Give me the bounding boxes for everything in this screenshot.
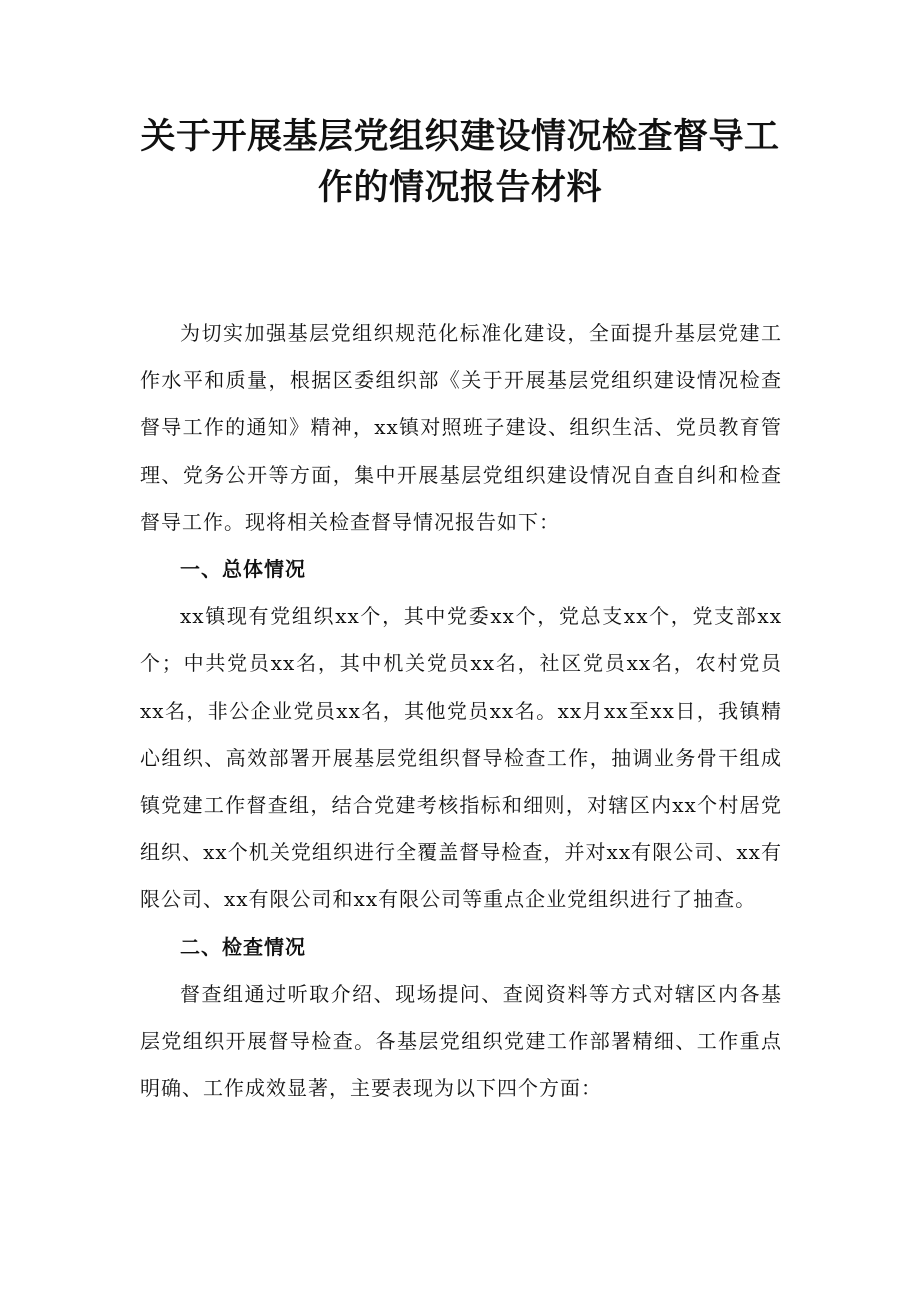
intro-paragraph: 为切实加强基层党组织规范化标准化建设，全面提升基层党建工作水平和质量，根据区委组织部《关于开展基层党组织建设情况检查督导工作的通知》精神，xx镇对照班子建设、组织生活、党员教育管理、党务公开等方面，集中开展基层党组织建设情况自查自纠和检查督导工作。现将相关检查督导情况报告如下： (140, 321, 782, 534)
title-line-2: 作的情况报告材料 (317, 168, 602, 208)
overview-paragraph: xx镇现有党组织xx个，其中党委xx个，党总支xx个，党支部xx个；中共党员xx名，其中机关党员xx名，社区党员xx名，农村党员xx名，非公企业党员xx名，其他党员xx名。xx月xx至xx日，我镇精心组织、高效部署开展基层党组织督导检查工作，抽调业务骨干组成镇党建工作督查组，结合党建考核指标和细则，对辖区内xx个村居党组织、xx个机关党组织进行全覆盖督导检查，并对xx有限公司、xx有限公司、xx有限公司和xx有限公司等重点企业党组织进行了抽查。 (140, 604, 782, 912)
inspection-paragraph: 督查组通过听取介绍、现场提问、查阅资料等方式对辖区内各基层党组织开展督导检查。各基层党组织党建工作部署精细、工作重点明确、工作成效显著，主要表现为以下四个方面： (140, 981, 782, 1101)
title-line-1: 关于开展基层党组织建设情况检查督导工 (140, 117, 780, 157)
section-heading-inspection: 二、检查情况 (180, 934, 306, 959)
document-body (140, 310, 782, 1112)
document-title (120, 112, 800, 214)
section-heading-overview: 一、总体情况 (180, 557, 306, 582)
